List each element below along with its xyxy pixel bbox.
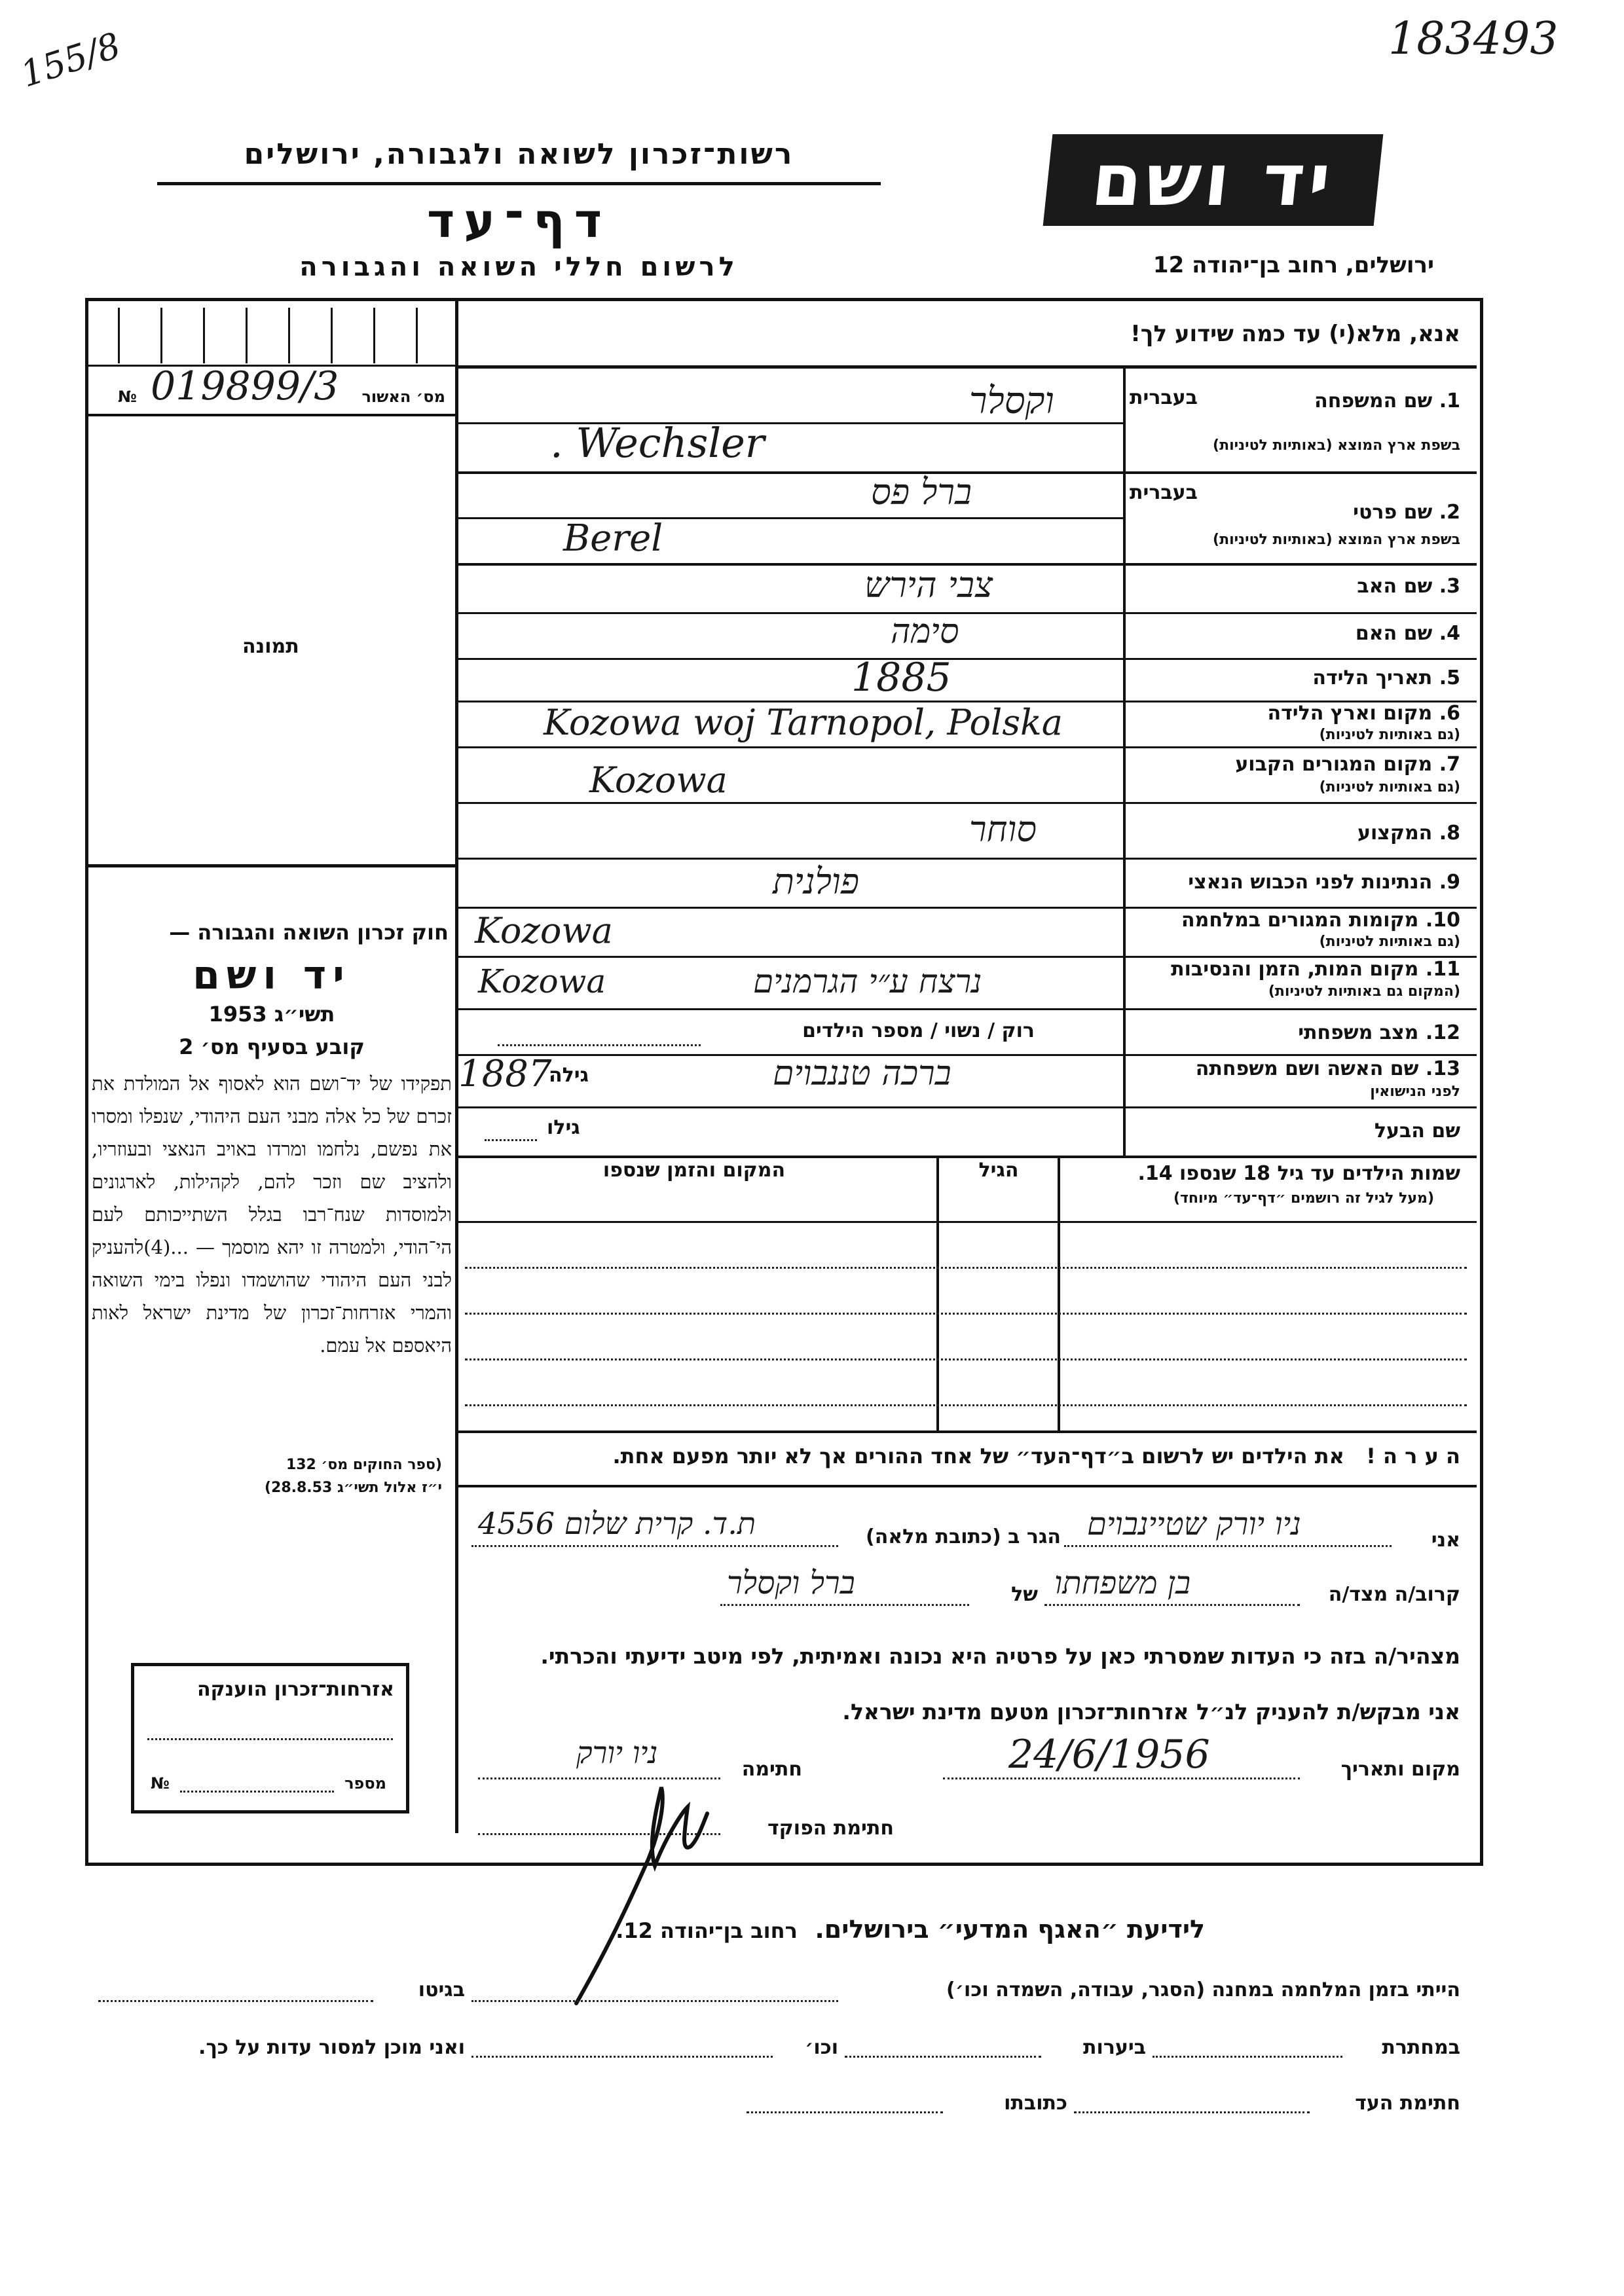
law-year: תשי״ג 1953 <box>208 1002 335 1027</box>
wartime-residence: Kozowa <box>475 910 613 951</box>
surname-latin: Wechsler . <box>550 419 765 467</box>
footer-witness-signature-label: חתימת העד <box>1355 2092 1460 2115</box>
field-7-label: 7. מקום המגורים הקבוע <box>1235 753 1460 776</box>
citizenship-number-label: מספר <box>344 1774 386 1793</box>
declaration-text: מצהיר/ה בזה כי העדות שמסרתי כאן על פרטיה היא נכונה ואמיתית, לפי מיטב ידיעתי והכרתי. <box>540 1643 1460 1669</box>
place-date-value: 24/6/1956 <box>1008 1732 1210 1777</box>
field-1-label: 1. שם המשפחה <box>1314 390 1460 412</box>
father-name: צבי הירש <box>864 564 993 606</box>
field-2-hebrew-tag: בעברית <box>1130 481 1198 504</box>
field-2-latin-hint: בשפת ארץ המוצא (באותיות לטיניות) <box>1213 532 1460 548</box>
footer-underground-label: במחתרת <box>1382 2036 1460 2059</box>
declarant-address-label: הגר ב (כתובת מלאה) <box>865 1525 1061 1548</box>
serial-no-sign: № <box>118 388 137 406</box>
field-11-label: 11. מקום המות, הזמן והנסיבות <box>1171 958 1460 981</box>
field-10-hint: (גם באותיות לטיניות) <box>1319 934 1460 950</box>
children-col-place: המקום והזמן שנספו <box>602 1159 786 1182</box>
field-9-label: 9. הנתינות לפני הכבוש הנאצי <box>1188 871 1460 894</box>
field-6-label: 6. מקום וארץ הלידה <box>1267 702 1460 725</box>
birth-date: 1885 <box>851 655 951 701</box>
field-1-latin-hint: בשפת ארץ המוצא (באותיות לטיניות) <box>1213 437 1460 454</box>
signature-label: חתימה <box>741 1758 802 1781</box>
nationality: פולנית <box>773 861 860 902</box>
mother-name: סימה <box>891 612 959 651</box>
death-circumstances: נרצח ע״י הגרמנים <box>753 962 982 1000</box>
archive-number: 183493 <box>1388 13 1559 65</box>
field-4-label: 4. שם האם <box>1355 622 1460 645</box>
yad-vashem-logo <box>1043 134 1384 226</box>
officer-signature-label: חתימת הפוקד <box>767 1817 894 1840</box>
children-col-age: הגיל <box>978 1159 1019 1182</box>
surname-hebrew: וקסלר <box>969 380 1054 422</box>
form-instruction: אנא, מלא(י) עד כמה שידוע לך! <box>1130 321 1460 347</box>
husband-age-label: גילו <box>547 1116 580 1139</box>
field-3-label: 3. שם האב <box>1357 575 1460 598</box>
citizenship-title: אזרחות־זכרון הוענקה <box>196 1678 394 1701</box>
footer-ghetto-label: בגיטו <box>418 1978 465 2001</box>
relative-value: בן משפחתו <box>1054 1565 1191 1601</box>
address-header: ירושלים, רחוב בן־יהודה 12 <box>1153 252 1434 278</box>
citizenship-box <box>131 1663 409 1813</box>
marital-status: רוק / נשוי / מספר הילדים <box>802 1019 1035 1042</box>
occupation: סוחר <box>969 809 1037 850</box>
page-title: דף־עד <box>426 193 612 248</box>
birth-place: Kozowa woj Tarnopol, Polska <box>544 702 1063 743</box>
field-11-hint: (המקום גם באותיות לטיניות) <box>1268 983 1460 1000</box>
children-note: ה ע ר ה ! את הילדים יש לרשום ב״דף־העד״ של אחד ההורים אך לא יותר מפעם אחת. <box>612 1444 1460 1468</box>
law-name: יד ושם <box>193 953 351 998</box>
permanent-residence: Kozowa <box>589 759 728 801</box>
serial-value: 019899/3 <box>151 363 339 409</box>
page-subtitle: לרשום חללי השואה והגבורה <box>299 252 739 282</box>
law-body: תפקידו של יד־ושם הוא לאסוף אל המולדת את זכרם של כל אלה מבני העם היהודי, שנפלו ומסרו את נפשם, נלחמו ומרדו באויב הנאצי ובעוזריו, ולהציב שם וזכר להם, לקהילות, לארגונים ולמוסדות שנח־רבו בגלל השתייכותם לעם הי־הודי, ולמטרה זו יהא מוסמך — ...(4)להעניק לבני העם היהודי שהושמדו ונפלו בימי השואה והמרי אזרחות־זכרון של מדינת ישראל לאות היאספם אל עמם. <box>92 1072 452 1357</box>
declarant-i-label: אני <box>1431 1529 1460 1552</box>
serial-label: מס׳ האשור <box>361 388 445 406</box>
place-date-label: מקום ותאריך <box>1340 1758 1460 1781</box>
wife-age: 1887 <box>458 1053 552 1095</box>
field-1-hebrew-tag: בעברית <box>1130 386 1198 409</box>
margin-note: 155/8 <box>16 24 126 96</box>
footer-forests-label: ביערות <box>1083 2036 1146 2059</box>
authority-name: רשות־זכרון לשואה ולגבורה, ירושלים <box>244 137 794 171</box>
officer-signature-scribble <box>550 1761 760 2010</box>
given-name-hebrew: ברל פס <box>871 471 972 513</box>
field-13-label: 13. שם האשה ושם משפחתה <box>1195 1057 1460 1080</box>
field-8-label: 8. המקצוע <box>1357 822 1460 845</box>
footer-testimony-label: ואני מוכן למסור עדות על כך. <box>198 2036 465 2059</box>
children-hint: (מעל לגיל זה רושמים ״דף־עד״ מיוחד) <box>1173 1190 1434 1207</box>
declarant-name: ניו יורק שטיינבוים <box>1087 1506 1301 1542</box>
field-12-label: 12. מצב משפחתי <box>1298 1021 1460 1044</box>
of-label: של <box>1011 1583 1038 1606</box>
of-value: ברל וקסלר <box>727 1565 855 1601</box>
photo-label: תמונה <box>242 635 299 658</box>
footer-camp-label: הייתי בזמן המלחמה במחנה (הסגר, עבודה, השמדה וכו׳) <box>946 1978 1460 2001</box>
field-6-hint: (גם באותיות לטיניות) <box>1319 727 1460 743</box>
wife-age-label: גילה <box>549 1064 589 1087</box>
logo-text: יד ושם <box>1088 138 1338 222</box>
footer-heading: לידיעת ״האגף המדעי״ בירושלים. רחוב בן־יהודה 12. <box>616 1915 1205 1944</box>
footer-etc-label: וכו׳ <box>805 2036 838 2059</box>
wife-name: ברכה טננבוים <box>773 1054 951 1093</box>
request-text: אני מבקש/ת להעניק לנ״ל אזרחות־זכרון מטעם מדינת ישראל. <box>842 1699 1460 1724</box>
relative-label: קרוב/ה מצד/ה <box>1328 1583 1460 1606</box>
husband-label: שם הבעל <box>1374 1120 1460 1142</box>
given-name-latin: Berel <box>563 517 663 560</box>
signature-value: ניו יורק <box>576 1735 658 1770</box>
field-5-label: 5. תאריך הלידה <box>1312 666 1460 689</box>
law-ref-2: י״ז אלול תשי״ג 28.8.53) <box>264 1480 442 1496</box>
footer-address-label: כתובתו <box>1004 2092 1067 2115</box>
death-place: Kozowa <box>478 962 606 1000</box>
field-2-label: 2. שם פרטי <box>1353 501 1460 524</box>
law-ref-1: (ספר החוקים מס׳ 132 <box>286 1457 442 1473</box>
field-13-hint: לפני הנישואין <box>1370 1084 1460 1100</box>
law-clause: קובע בסעיף מס׳ 2 <box>179 1034 365 1059</box>
children-label: שמות הילדים עד גיל 18 שנספו 14. <box>1137 1162 1460 1185</box>
law-title: חוק זכרון השואה והגבורה — <box>169 920 449 945</box>
field-10-label: 10. מקומות המגורים במלחמה <box>1181 909 1460 932</box>
citizenship-no-sign: № <box>151 1774 170 1793</box>
field-7-hint: (גם באותיות לטיניות) <box>1319 779 1460 795</box>
declarant-address: ת.ד. קרית שלום 4556 <box>478 1506 756 1541</box>
